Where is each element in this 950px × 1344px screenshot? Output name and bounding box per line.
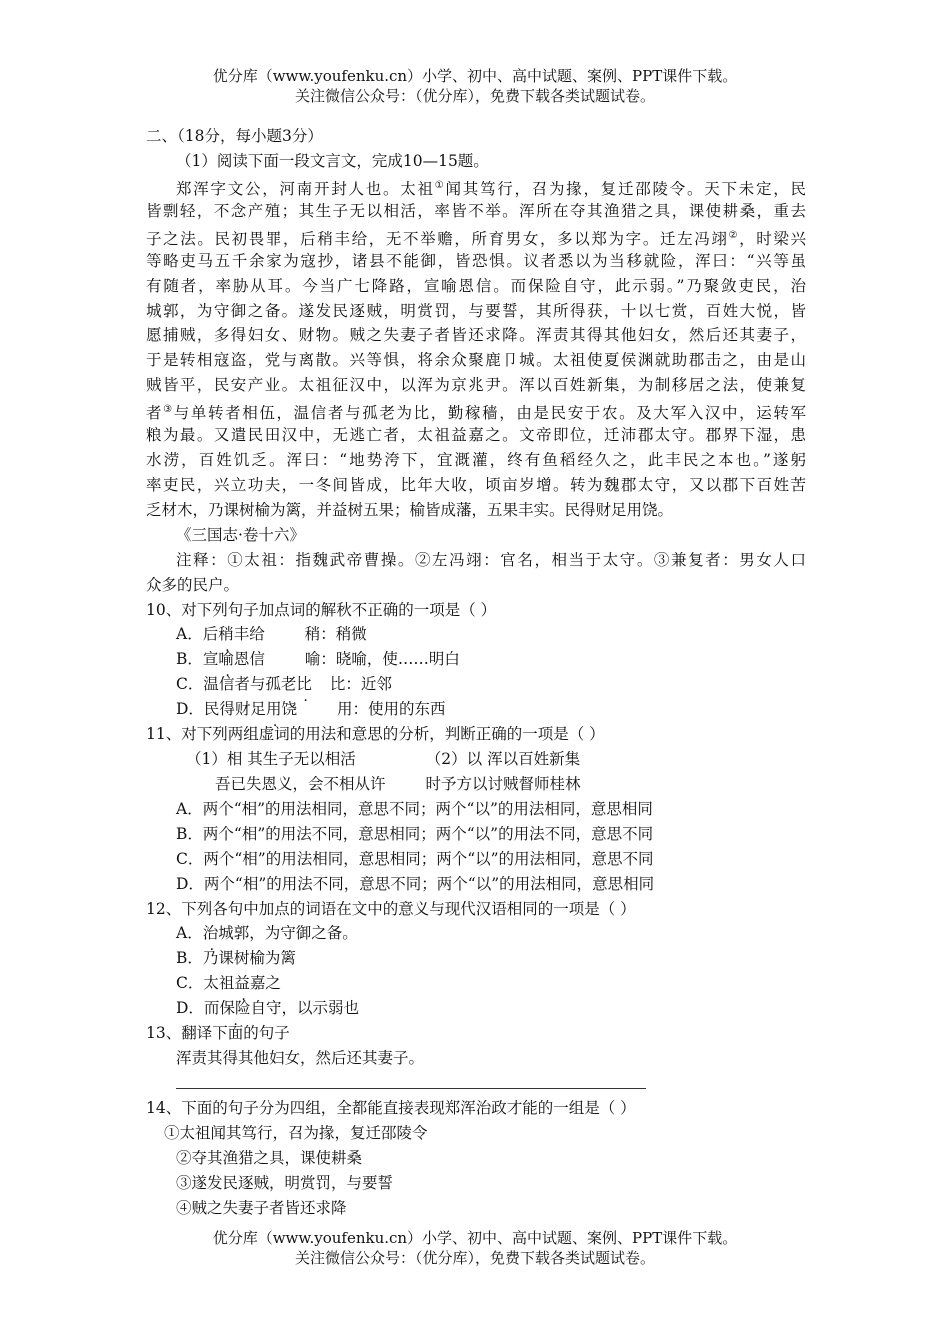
q10-option-d: D．民得财足用饶 用：使用的东西 [176,700,446,718]
footer-line-1: 优分库（www.youfenku.cn）小学、初中、高中试题、案例、PPT课件下载。 [212,1229,738,1247]
q10-stem: 10、对下列句子加点词的解秋不正确的一项是（ ） [146,601,497,619]
q12-option-b: B．乃课树榆为篱 [176,949,296,967]
q11-option-b: B．两个“相”的用法不同，意思相同；两个“以”的用法不同，意思不同 [176,825,654,843]
header-line-1: 优分库（www.youfenku.cn）小学、初中、高中试题、案例、PPT课件下载。 [212,67,738,85]
passage-line: 郑浑字文公，河南开封人也。太祖①闻其笃行，召为掾，复迁邵陵令。天下未定，民 [176,180,806,199]
passage-line: 有随者，率胁从耳。今当广七降路，宣喻恩信。而保险自守，此示弱。”乃聚敛吏民，治 [146,277,806,295]
q13-answer-line[interactable] [176,1088,646,1089]
passage-line: 粮为最。又遣民田汉中，无逃亡者，太祖益嘉之。文帝即位，迁沛郡太守。郡界下湿，患 [146,426,806,444]
passage-line: 乏材木，乃课树榆为篱，并益树五果；榆皆成藩，五果丰实。民得财足用饶。 [146,501,674,519]
q14-option-3: ③遂发民逐贼，明赏罚，与要誓 [176,1174,394,1192]
passage-line: 者③与单转者相伍，温信者与孤老为比，勤稼穑，由是民安于农。及大军入汉中，运转军 [146,404,806,423]
q14-option-2: ②夺其渔猎之具，课使耕桑 [176,1149,363,1167]
q10-c-dotted-word: 比 [296,675,312,693]
passage-source: 《三国志·卷十六》 [176,526,305,544]
footer-line-2: 关注微信公众号：（优分库），免费下载各类试题试卷。 [294,1249,655,1267]
passage-line: 子之法。民初畏罪，后稍丰给，无不举赡，所育男女，多以郑为字。迁左冯翊②，时梁兴 [146,230,806,249]
q11-group-row-2: 吾已失恩义，会不相从许 时予方以讨贼督师桂林 [215,775,581,793]
q10-d-dotted-word: 用 [265,700,282,718]
q14-stem: 14、下面的句子分为四组，全都能直接表现郑浑治政才能的一组是（ ） [146,1099,636,1117]
q12-option-c: C．太祖益嘉之 [176,974,281,992]
passage-line: 率吏民，兴立功夫，一冬间皆成，比年大收，顷亩岁增。转为魏郡太守，又以郡下百姓苦 [146,476,806,494]
q12-a-dotted-word: 治 [202,924,219,942]
q11-group-row-1: （1）相 其生子无以相活 （2）以 浑以百姓新集 [186,750,581,768]
q11-option-a: A．两个“相”的用法相同，意思不同；两个“以”的用法相同，意思相同 [176,800,653,818]
passage-note-2: 众多的民户。 [146,576,240,594]
passage-line: 等略吏马五千余家为寇抄，诸县不能御，皆恐惧。议者悉以为当移就险，浑曰：“兴等虽 [146,252,806,270]
q10-option-b: B．宣喻恩信 喻：晓喻，使……明白 [176,650,460,668]
q12-option-d: D．而保险自守，以示弱也 [176,999,359,1017]
q11-option-c: C．两个“相”的用法相同，意思相同；两个“以”的用法相同，意思不同 [176,850,654,868]
section-intro: （1）阅读下面一段文言文，完成10—15题。 [176,152,489,170]
q12-d-dotted-word: 保险 [219,999,251,1017]
q14-option-1: ①太祖闻其笃行，召为掾，复迁邵陵令 [164,1124,428,1142]
passage-line: 于是转相寇盗，党与离散。兴等惧，将余众聚鹿卩城。太祖使夏侯渊就助郡击之，由是山 [146,351,806,369]
q10-option-a: A．后稍丰给 稍：稍微 [176,625,367,643]
q12-stem: 12、下列各句中加点的词语在文中的意义与现代汉语相同的一项是（ ） [146,900,636,918]
passage-line: 贼皆平，民安产业。太祖征汉中，以浑为京兆尹。浑以百姓新集，为制移居之法，使兼复 [146,376,806,394]
q10-option-c: C．温信者与孤老比 比：近邻 [176,675,392,693]
q10-a-dotted-word: 稍 [218,625,234,643]
q11-stem: 11、对下列两组虚词的用法和意思的分析，判断正确的一项是（ ） [146,725,605,743]
q12-option-a: A．治城郭，为守御之备。 [176,924,358,942]
passage-line: 城郭，为守御之备。遂发民逐贼，明赏罚，与要誓，其所得获，十以七赏，百姓大悦，皆 [146,302,806,320]
q10-b-dotted-word: 喻 [218,650,234,668]
passage-line: 愿捕贼，多得妇女、财物。贼之失妻子者皆还求降。浑责其得其他妇女，然后还其妻子， [146,326,806,344]
q11-option-d: D．两个“相”的用法不同，意思不同；两个“以”的用法相同，意思相同 [176,875,655,893]
section-title: 二、（18分，每小题3分） [146,127,323,145]
passage-line: 皆剽轻，不念产殖；其生子无以相活，率皆不举。浑所在夺其渔猎之具，课使耕桑，重去 [146,202,806,220]
header-line-2: 关注微信公众号：（优分库），免费下载各类试题试卷。 [294,87,655,105]
q13-stem: 13、翻译下面的句子 [146,1024,290,1042]
passage-note-1: 注释：①太祖：指魏武帝曹操。②左冯翊：官名，相当于太守。③兼复者：男女人口 [176,551,806,569]
q12-c-dotted-word: 益 [234,974,250,992]
passage-line: 水涝，百姓饥乏。浑曰：“地势洿下，宜溉灌，终有鱼稻经久之，此丰民之本也。”遂躬 [146,451,806,469]
q13-sentence: 浑责其得其他妇女，然后还其妻子。 [176,1049,425,1067]
q14-option-4: ④贼之失妻子者皆还求降 [176,1199,347,1217]
